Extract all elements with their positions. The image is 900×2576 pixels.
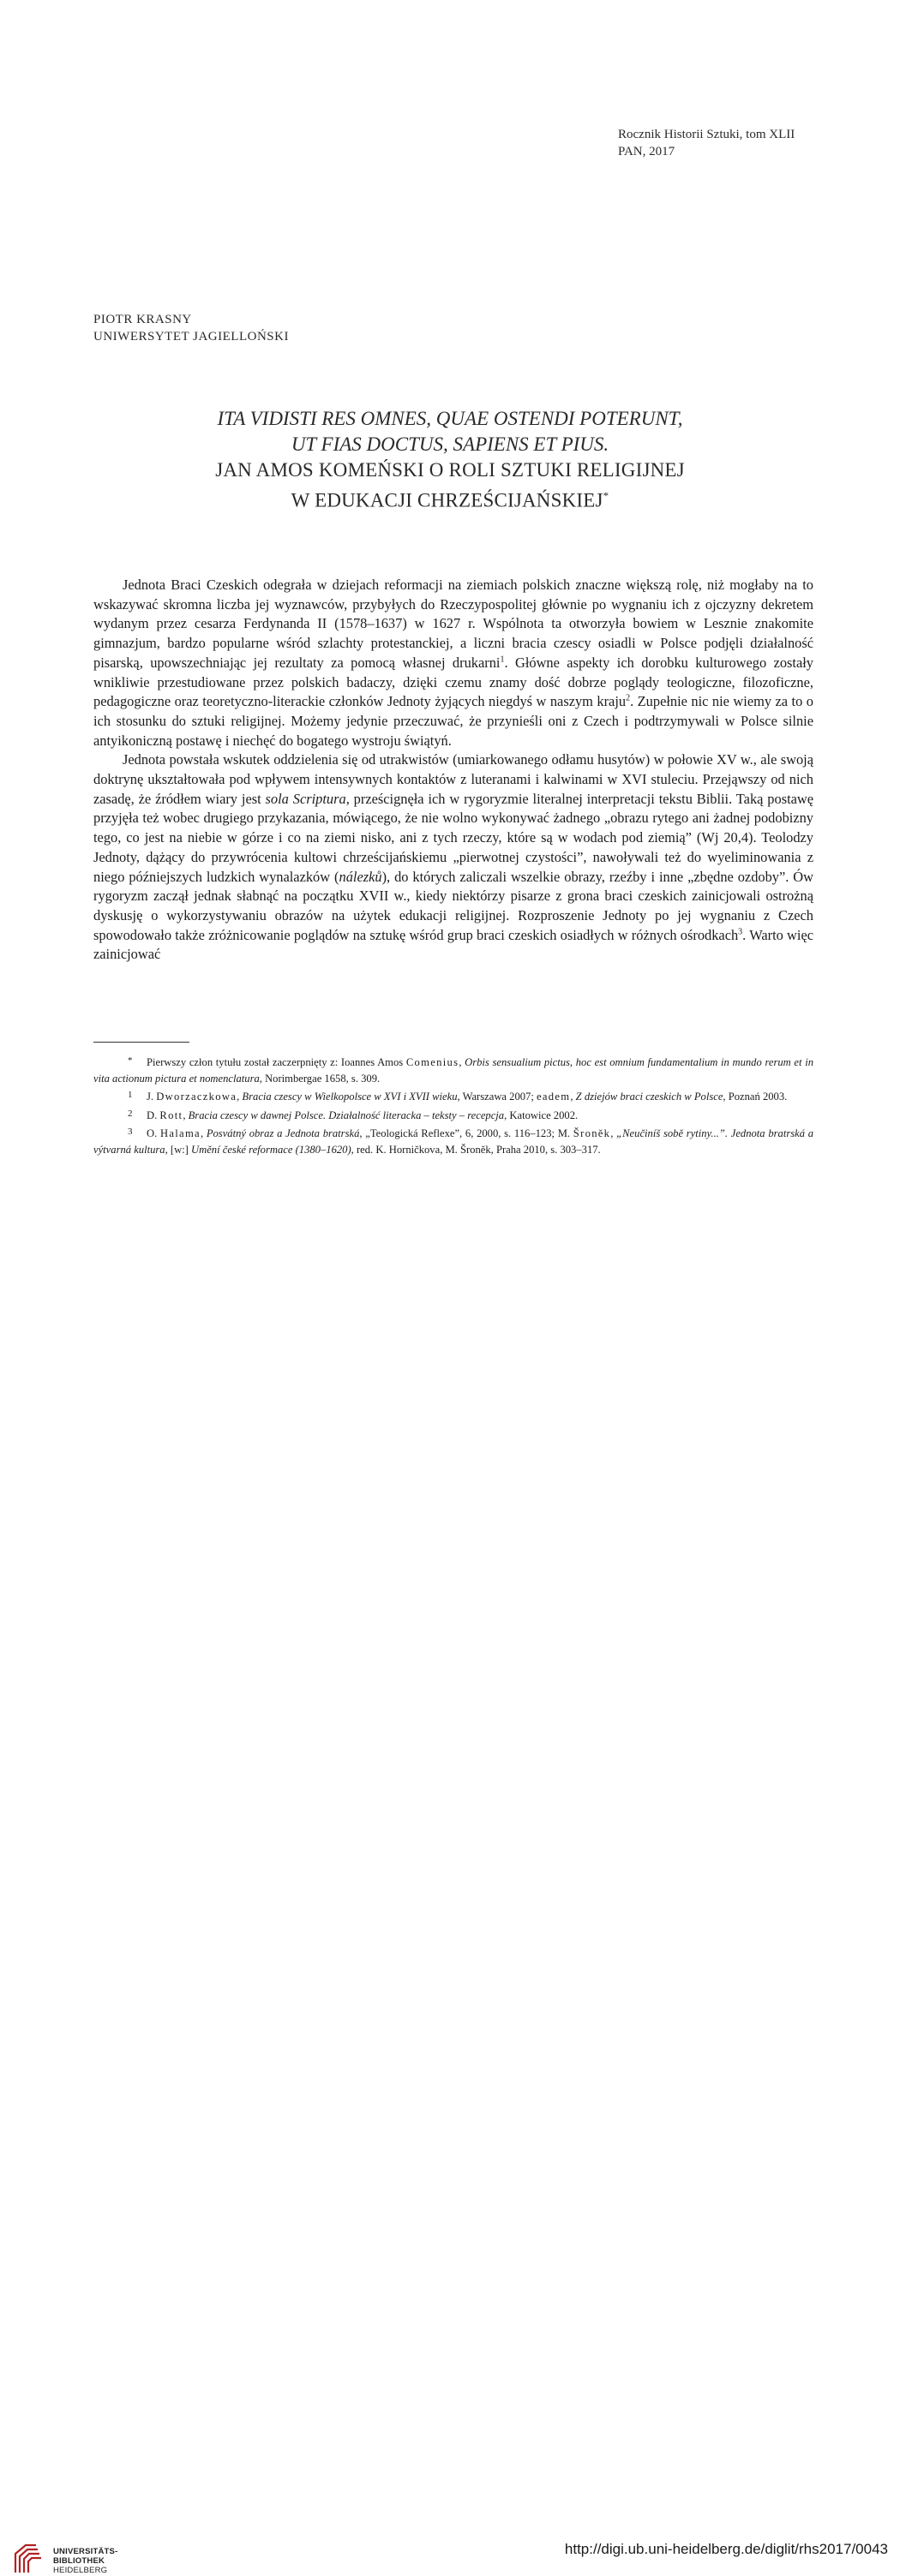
paragraph-2: Jednota powstała wskutek oddzielenia się od utrakwistów (umiarkowanego odłamu husytów) w połowie XV w., ale swoją doktrynę ukształtowała pod wpływem intensywnych kontaktów z luteranami i kalwinami w XVI stuleciu. Przejąwszy od nich zasadę, że źródłem wiary jest sola Scriptura, prześcignęła ich w rygoryzmie literalnej interpretacji tekstu Biblii. Taką postawę przyjęła też wobec drugiego przykazania, mówiącego, że nie wolno wykonywać żadnego „obrazu rytego ani żadnej podobizny tego, co jest na niebie w górze i co na ziemi nisko, ani z tych rzeczy, które są w wodach pod ziemią” (Wj 20,4). Teolodzy Jednoty, dążący do przywrócenia kultowi chrześcijańskiemu „pierwotnej czystości”, nawoływali też do wyeliminowania z niego późniejszych ludzkich wynalazków (nálezků), do których zaliczali wszelkie obrazy, rzeźby i inne „zbędne ozdoby”. Ów rygoryzm zaczął jednak słabnąć na początku XVII w., kiedy niektórzy pisarze z grona braci czeskich zainicjowali ostrożną dyskusję o wykorzystywaniu obrazów na użytek edukacji religijnej. Rozproszenie Jednoty po jej wygnaniu z Czech spowodowało także zróżnicowanie poglądów na sztukę wśród grup braci czeskich osiadłych w różnych ośrodkach$^3$. Warto więc zainicjować [93,751,814,963]
article-body [93,576,813,965]
italic-term-sola-scriptura: sola Scriptura [265,790,346,807]
footnote-3: 3 O. Halama, Posvátný obraz a Jednota bratrská, „Teologická Reflexe”, 6, 2000, s. 116–123; M. Šroněk, „Neučiníš sobě rytiny...”. Jednota bratrská a výtvarná kultura, [w:] Umění české reformace (1380–1620), red. K. Horničkova, M. Šroněk, Praha 2010, s. 303–317. [93,1126,814,1157]
journal-info [618,126,795,160]
journal-title: Rocznik Historii Sztuki, tom XLII [618,128,795,141]
footnotes [93,1053,813,1158]
library-name: UNIVERSITÄTS- BIBLIOTHEK HEIDELBERG [53,2547,118,2575]
paragraph-1: Jednota Braci Czeskich odegrała w dziejach reformacji na ziemiach polskich znaczne większą rolę, niż mogłaby na to wskazywać skromna liczba jej wyznawców, przybyłych do Rzeczypospolitej głównie po wygnaniu ich z ojczyzny dekretem wydanym przez cesarza Ferdynanda II (1578–1637) w 1627 r. Wspólnota ta otworzyła bowiem w Lesznie znakomite gimnazjum, bardzo popularne wśród szlachty protestanckiej, a liczni bracia czescy osiadli w Polsce podjęli działalność pisarską, upowszechniając jej rezultaty za pomocą własnej drukarni$^1$. Główne aspekty ich dorobku kulturowego zostały wnikliwie przestudiowane przez polskich badaczy, dzięki czemu znamy dość dobrze poglądy teologiczne, filozoficzne, pedagogiczne oraz teoretyczno-literackie członków Jednoty żyjących niegdyś w naszym kraju$^2$. Zupełnie nic nie wiemy za to o ich stosunku do sztuki religijnej. Możemy jedynie przeczuwać, że przynieśli oni z Czech i podtrzymywali w Polsce silnie antyikoniczną postawę i niechęć do bogatego wystroju świątyń. [93,577,813,749]
journal-publisher: PAN, 2017 [618,145,675,158]
footnote-star: * Pierwszy człon tytułu został zaczerpnięty z: Ioannes Amos Comenius, Orbis sensualium pictus, hoc est omnium fundamentalium in mundo rerum et in vita actionum pictura et nomenclatura, Norimbergae 1658, s. 309. [93,1055,813,1085]
heidelberg-library-logo-icon [12,2542,43,2576]
italic-term-nalezku: nálezků [339,868,382,885]
footnote-ref-2: 2 [626,693,631,703]
author-affiliation: UNIWERSYTET JAGIELLOŃSKI [93,330,289,344]
document-page [0,0,900,1259]
footnote-ref-1: 1 [500,654,505,665]
footnote-ref-3: 3 [738,927,743,937]
digitization-footer [0,1259,900,2575]
footnote-1: 1 J. Dworzaczkowa, Bracia czescy w Wielkopolsce w XVI i XVII wieku, Warszawa 2007; eadem, Z dziejów braci czeskich w Polsce, Poznań 2003. [128,1090,788,1103]
title-line-2: UT FIAS DOCTUS, SAPIENS ET PIUS. [291,433,609,455]
footnote-2: 2 D. Rott, Bracia czescy w dawnej Polsce. Działalność literacka – teksty – recepcja, Katowice 2002. [128,1108,579,1121]
title-footnote-mark: * [603,489,609,502]
author-block [93,311,289,345]
title-line-1: ITA VIDISTI RES OMNES, QUAE OSTENDI POTERUNT, [217,408,683,429]
author-name: PIOTR KRASNY [93,313,192,326]
footnote-separator [93,1042,189,1043]
title-line-4: W EDUKACJI CHRZEŚCIJAŃSKIEJ* [291,489,609,511]
title-line-3: JAN AMOS KOMEŃSKI O ROLI SZTUKI RELIGIJNEJ [215,459,685,481]
article-title [86,406,814,514]
digitization-url-link[interactable]: http://digi.ub.uni-heidelberg.de/diglit/rhs2017/0043 [564,2541,888,2557]
